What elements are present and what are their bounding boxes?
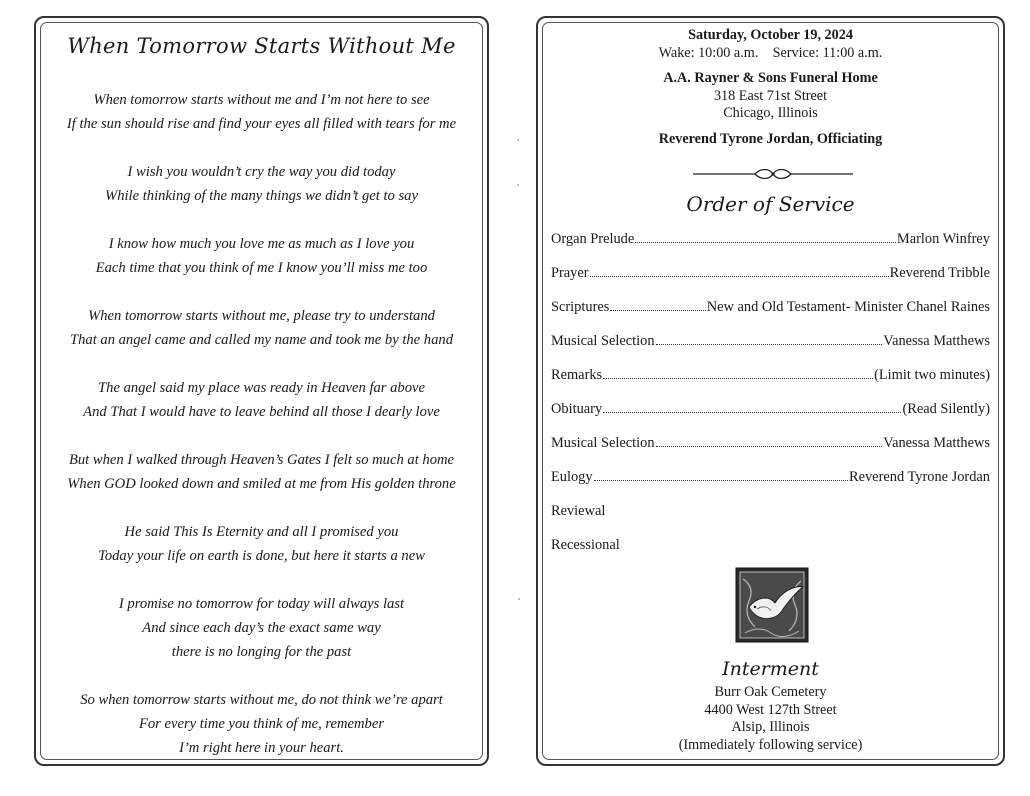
- funeral-home: A.A. Rayner & Sons Funeral Home: [663, 70, 878, 86]
- wake-time: Wake: 10:00 a.m.: [658, 44, 759, 61]
- cemetery-address-line1: 4400 West 127th Street: [704, 701, 837, 718]
- leader-dots: [603, 364, 873, 379]
- venue-address-line2: Chicago, Illinois: [723, 105, 818, 121]
- poem-line: And That I would have to leave behind all those I dearly love: [83, 404, 440, 420]
- poem-stanza: [36, 160, 487, 208]
- poem-stanza: [36, 376, 487, 424]
- venue-block: [538, 70, 1003, 123]
- program-item-name: Prayer: [551, 265, 589, 281]
- service-header: [538, 27, 1003, 62]
- poem-stanza: [36, 688, 487, 760]
- poem-line: So when tomorrow starts without me, do not think we’re apart: [80, 692, 443, 708]
- poem-line: And since each day’s the exact same way: [142, 620, 381, 636]
- poem-stanza: [36, 592, 487, 664]
- service-time: Service: 11:00 a.m.: [772, 44, 883, 61]
- scan-speck: [517, 184, 519, 186]
- poem-line: I know how much you love me as much as I love you: [108, 236, 415, 252]
- poem-line: Each time that you think of me I know you’ll miss me too: [95, 260, 428, 276]
- program-item-participant: (Limit two minutes): [874, 367, 990, 383]
- program-item: [551, 296, 990, 330]
- program-item: [551, 398, 990, 432]
- program-item-participant: Marlon Winfrey: [896, 231, 990, 247]
- program-item-name: Scriptures: [551, 299, 610, 315]
- dove-emblem-icon: [735, 567, 809, 643]
- cemetery-address-line2: Alsip, Illinois: [731, 719, 810, 735]
- poem-line: Today your life on earth is done, but here it starts a new: [98, 548, 425, 564]
- program-item-name: Remarks: [551, 367, 603, 383]
- program-item: [551, 262, 990, 296]
- poem-line: He said This Is Eternity and all I promised you: [124, 524, 399, 540]
- program-item-name: Obituary: [551, 401, 603, 417]
- poem-panel: [34, 16, 489, 766]
- interment-note: (Immediately following service): [678, 736, 863, 753]
- poem-stanza: [36, 520, 487, 568]
- poem-line: When tomorrow starts without me, please try to understand: [88, 308, 435, 324]
- poem-stanza: [36, 304, 487, 352]
- program-item-participant: (Read Silently): [902, 401, 990, 417]
- program-item: [551, 534, 990, 568]
- poem-line: But when I walked through Heaven’s Gates I felt so much at home: [68, 452, 455, 468]
- poem-stanza: [36, 232, 487, 280]
- program-panel: [536, 16, 1005, 766]
- poem-line: While thinking of the many things we didn’t get to say: [105, 188, 418, 204]
- program-item: [551, 500, 990, 534]
- poem-stanza: [36, 88, 487, 136]
- leader-dots: [594, 466, 848, 481]
- program-item: [551, 330, 990, 364]
- program-item: [551, 228, 990, 262]
- program-item-participant: Vanessa Matthews: [883, 435, 990, 451]
- interment-title: Interment: [722, 658, 819, 680]
- poem-stanzas: [36, 88, 487, 784]
- poem-line: I promise no tomorrow for today will always last: [118, 596, 405, 612]
- poem-line: When GOD looked down and smiled at me from His golden throne: [67, 476, 456, 492]
- cemetery-name: Burr Oak Cemetery: [714, 684, 827, 700]
- poem-line: there is no longing for the past: [171, 644, 352, 660]
- program-item-participant: Reverend Tyrone Jordan: [849, 469, 990, 485]
- leader-dots: [635, 228, 896, 243]
- program-item-name: Musical Selection: [551, 435, 655, 451]
- scan-speck: [518, 598, 520, 600]
- leader-dots: [603, 398, 901, 413]
- order-of-service-title: Order of Service: [686, 192, 855, 216]
- poem-line: For every time you think of me, remember: [138, 716, 385, 732]
- poem-line: I’m right here in your heart.: [179, 740, 344, 756]
- service-times: [538, 45, 1003, 63]
- program-item-name: Recessional: [551, 537, 620, 553]
- poem-stanza: [36, 448, 487, 496]
- venue-address-line1: 318 East 71st Street: [713, 87, 828, 104]
- leader-dots: [590, 262, 889, 277]
- program-item-participant: Vanessa Matthews: [883, 333, 990, 349]
- scan-speck: [517, 139, 519, 141]
- program-item-name: Musical Selection: [551, 333, 655, 349]
- program-item-name: Eulogy: [551, 469, 593, 485]
- officiant: Reverend Tyrone Jordan, Officiating: [658, 131, 883, 147]
- program-item: [551, 364, 990, 398]
- interment-block: [538, 684, 1003, 754]
- poem-title: When Tomorrow Starts Without Me: [67, 34, 456, 58]
- program-item: [551, 432, 990, 466]
- program-item: [551, 466, 990, 500]
- leader-dots: [656, 432, 883, 447]
- service-date: Saturday, October 19, 2024: [688, 27, 853, 43]
- program-item-name: Reviewal: [551, 503, 606, 519]
- poem-line: When tomorrow starts without me and I’m not here to see: [93, 92, 430, 108]
- poem-line: If the sun should rise and find your eyes all filled with tears for me: [66, 116, 457, 132]
- program-item-participant: Reverend Tribble: [889, 265, 990, 281]
- order-of-service-list: [551, 228, 990, 568]
- program-item-name: Organ Prelude: [551, 231, 635, 247]
- leader-dots: [656, 330, 883, 345]
- poem-line: I wish you wouldn’t cry the way you did today: [127, 164, 396, 180]
- flourish-divider-icon: [693, 168, 853, 180]
- poem-line: That an angel came and called my name and took me by the hand: [69, 332, 453, 348]
- program-item-participant: New and Old Testament- Minister Chanel Raines: [706, 299, 990, 315]
- leader-dots: [610, 296, 705, 311]
- poem-line: The angel said my place was ready in Heaven far above: [98, 380, 425, 396]
